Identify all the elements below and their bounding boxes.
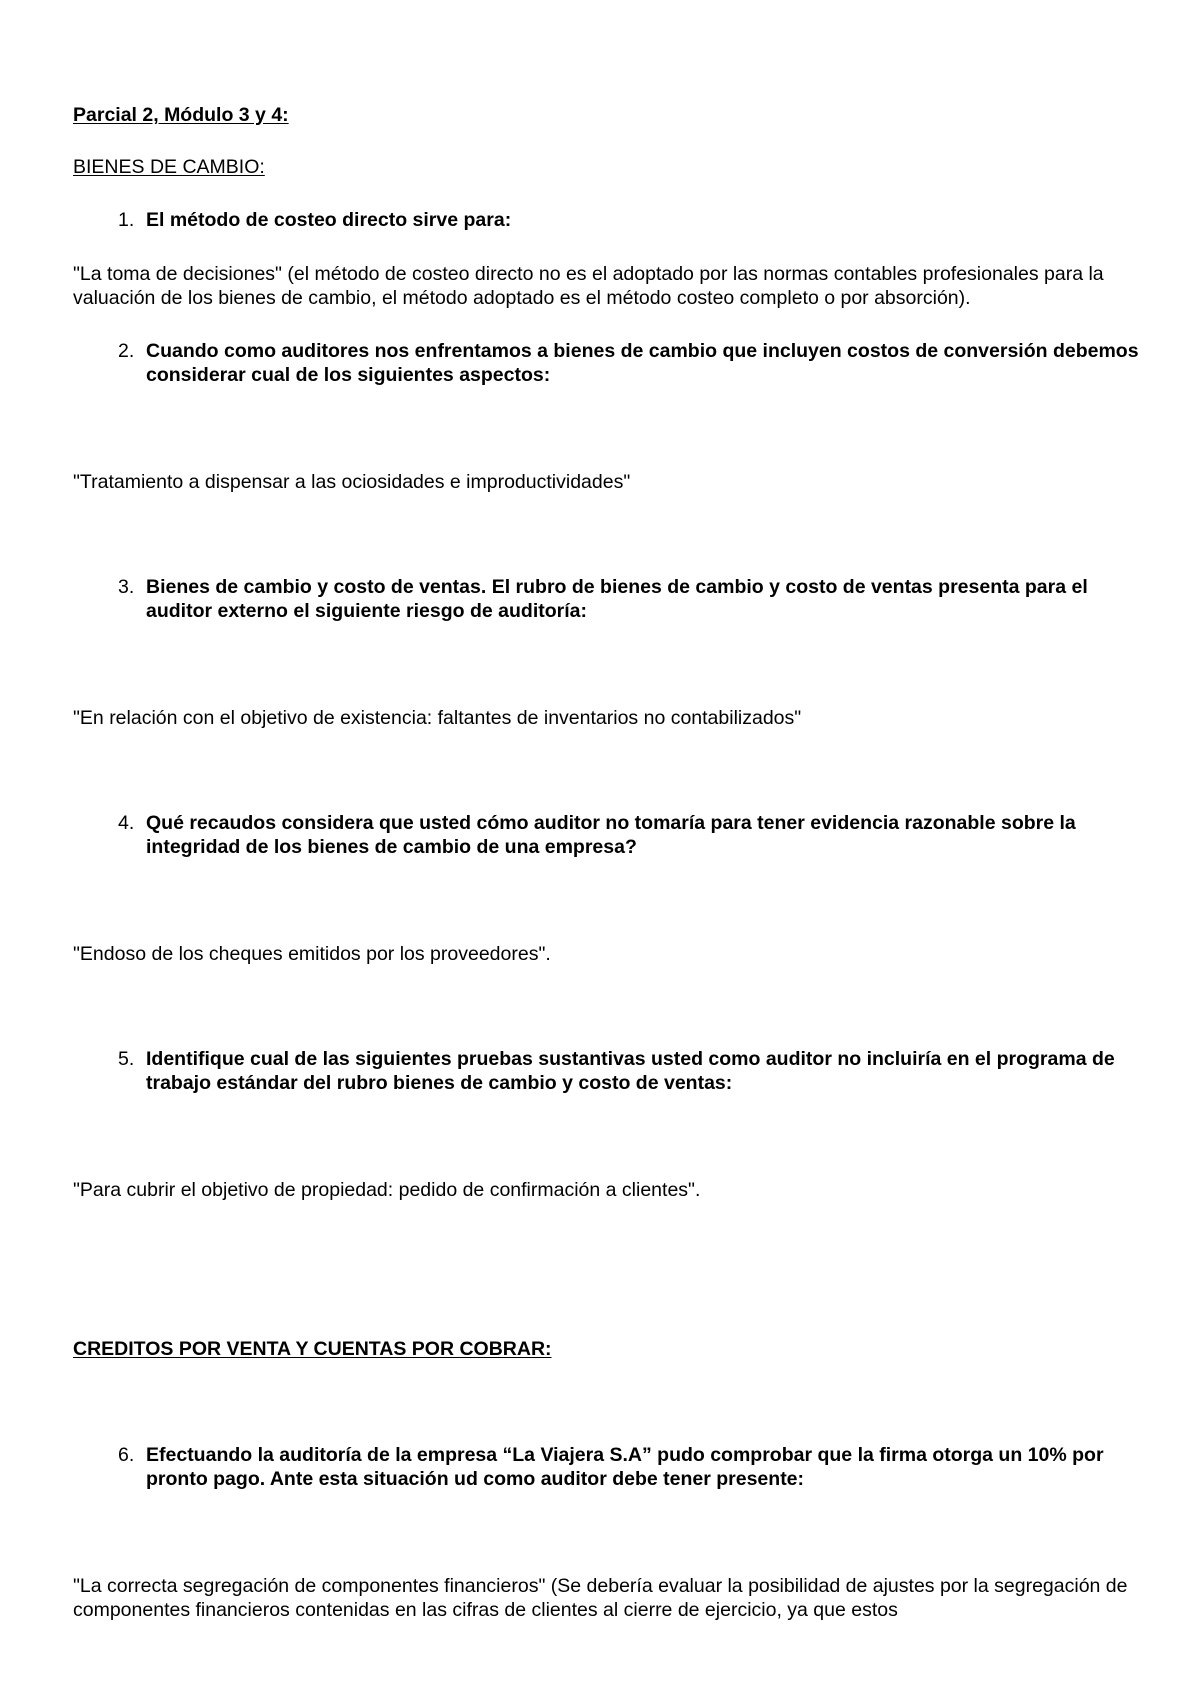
- answer-1: "La toma de decisiones" (el método de costeo directo no es el adoptado por las normas contables profesionales para la valuación de los bienes de cambio, el método adoptado es el método costeo completo o por absorción).: [73, 263, 1104, 309]
- question-text: El método de costeo directo sirve para:: [146, 209, 512, 231]
- question-text: Cuando como auditores nos enfrentamos a bienes de cambio que incluyen costos de conversión debemos considerar cual de los siguientes aspectos:: [146, 340, 1139, 386]
- question-number: 2.: [118, 340, 135, 362]
- question-number: 5.: [118, 1048, 135, 1070]
- answer-6: "La correcta segregación de componentes financieros" (Se debería evaluar la posibilidad de ajustes por la segregación de componentes financieros contenidas en las cifras de clientes al cierre de ejercicio, ya que estos: [73, 1575, 1128, 1621]
- answer-4: "Endoso de los cheques emitidos por los proveedores".: [73, 943, 551, 965]
- question-2: [73, 339, 1143, 387]
- section-heading-bienes-de-cambio: BIENES DE CAMBIO:: [73, 156, 265, 178]
- question-number: 4.: [118, 812, 135, 834]
- question-text: Identifique cual de las siguientes pruebas sustantivas usted como auditor no incluiría en el programa de trabajo estándar del rubro bienes de cambio y costo de ventas:: [146, 1048, 1115, 1094]
- question-5: [73, 1047, 1143, 1095]
- question-text: Bienes de cambio y costo de ventas. El rubro de bienes de cambio y costo de ventas presenta para el auditor externo el siguiente riesgo de auditoría:: [146, 576, 1088, 622]
- question-number: 6.: [118, 1444, 135, 1466]
- question-text: Efectuando la auditoría de la empresa “La Viajera S.A” pudo comprobar que la firma otorga un 10% por pronto pago. Ante esta situación ud como auditor debe tener presente:: [146, 1444, 1104, 1490]
- question-number: 3.: [118, 576, 135, 598]
- answer-3: "En relación con el objetivo de existencia: faltantes de inventarios no contabilizados": [73, 707, 802, 729]
- question-number: 1.: [118, 209, 135, 231]
- section-heading-creditos-por-venta: CREDITOS POR VENTA Y CUENTAS POR COBRAR:: [73, 1338, 552, 1360]
- answer-2: "Tratamiento a dispensar a las ociosidades e improductividades": [73, 471, 631, 493]
- document-title: Parcial 2, Módulo 3 y 4:: [73, 104, 289, 126]
- question-4: [73, 811, 1143, 859]
- question-6: [73, 1443, 1143, 1491]
- question-3: [73, 575, 1143, 623]
- question-text: Qué recaudos considera que usted cómo auditor no tomaría para tener evidencia razonable sobre la integridad de los bienes de cambio de una empresa?: [146, 812, 1076, 858]
- answer-5: "Para cubrir el objetivo de propiedad: pedido de confirmación a clientes".: [73, 1179, 701, 1201]
- question-1: [73, 208, 1143, 232]
